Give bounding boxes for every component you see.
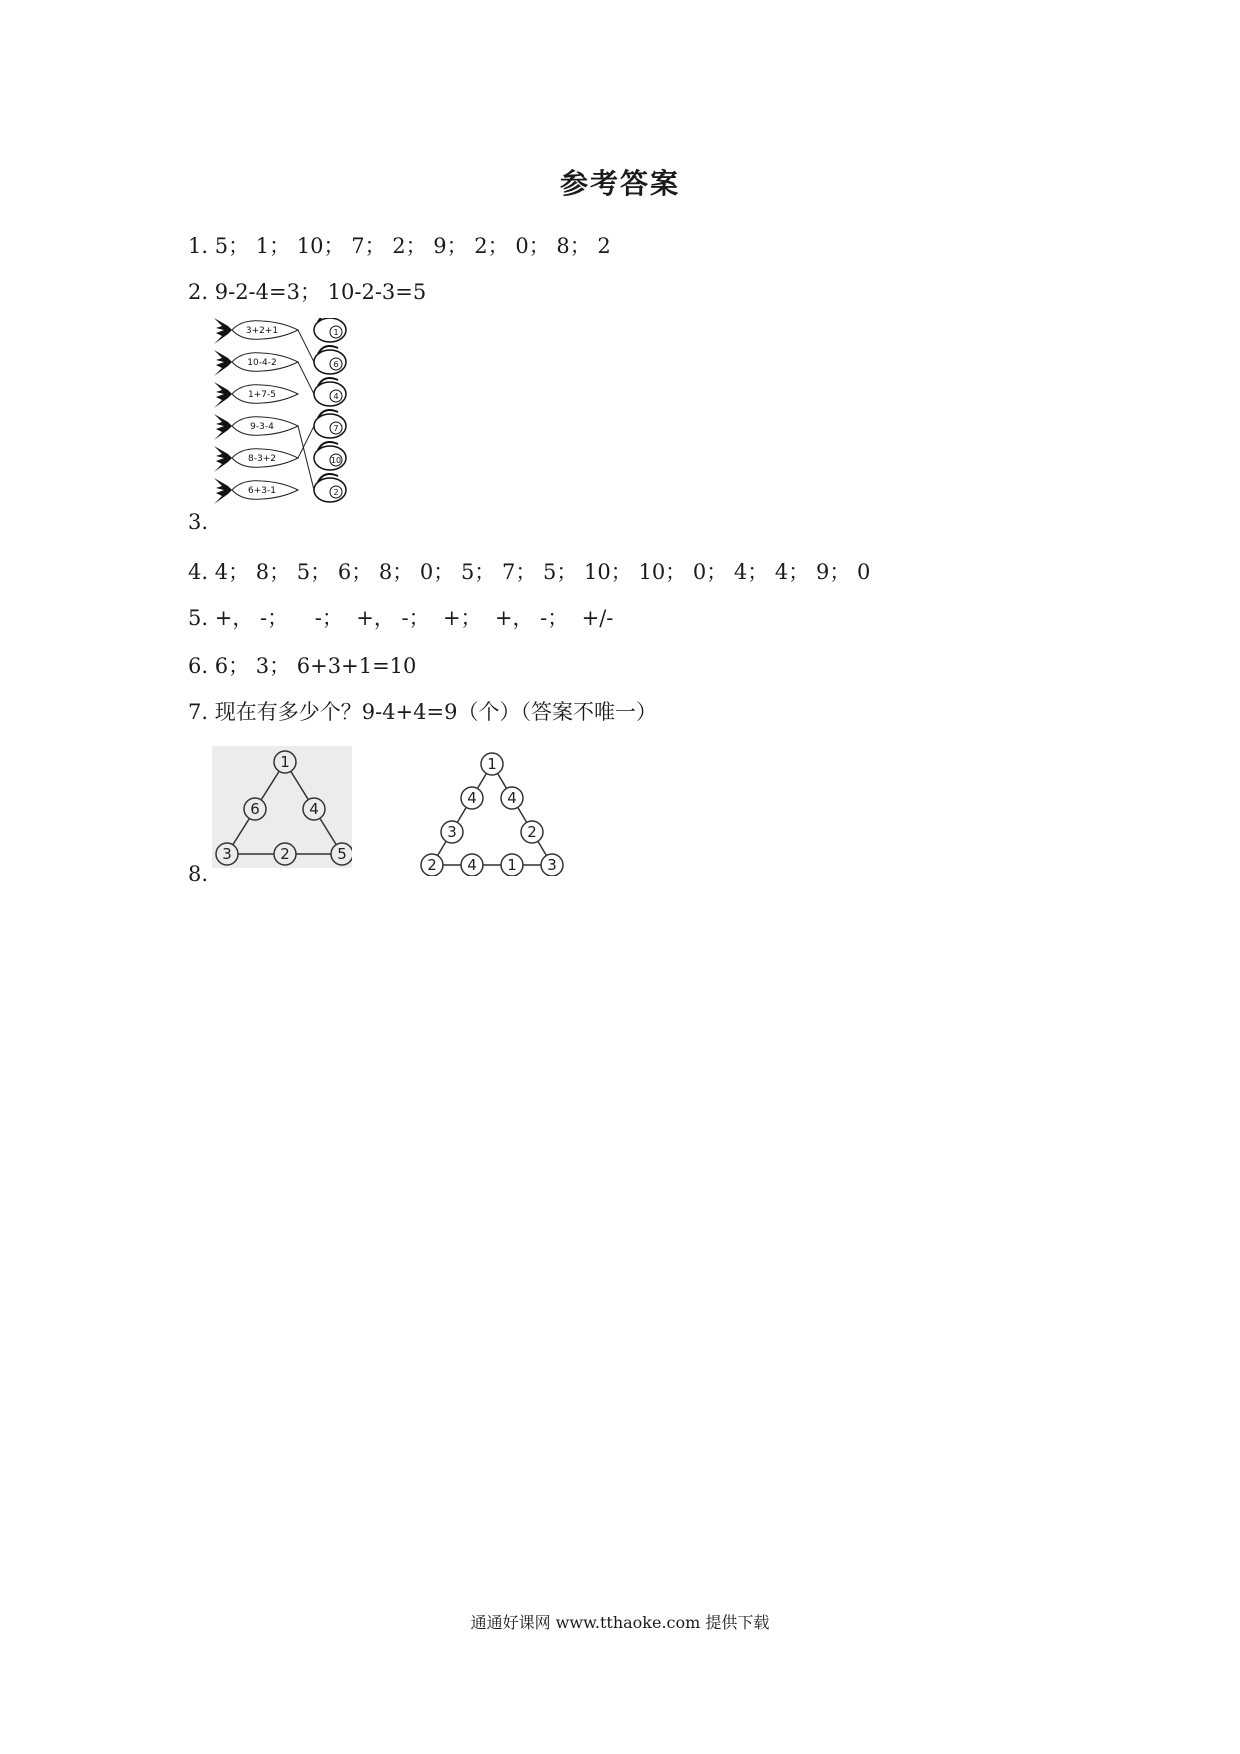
answer-number: 3.	[188, 510, 209, 534]
radish-leaves-icon	[214, 382, 232, 408]
answer-number: 2.	[188, 280, 209, 304]
radish-leaves-icon	[214, 350, 232, 376]
expression-label: 3+2+1	[245, 326, 279, 336]
node-left-2: 3	[447, 823, 457, 841]
match-line	[298, 426, 314, 458]
rabbit-answer	[314, 442, 346, 470]
match-line	[298, 330, 314, 362]
answer-7	[188, 696, 657, 726]
node-top: 1	[487, 755, 497, 773]
expression-label: 1+7-5	[248, 390, 276, 400]
rabbit-answer	[314, 474, 346, 502]
answer-5	[188, 602, 613, 632]
radish-expression	[214, 382, 298, 408]
answer-text: 6； 3； 6+3+1=10	[214, 654, 417, 678]
radish-expression	[214, 478, 298, 504]
answer-number: 6.	[188, 654, 209, 678]
answer-8	[188, 862, 208, 886]
expression-label: 9-3-4	[250, 422, 274, 432]
rabbit-answer	[314, 318, 346, 342]
result-label: 2	[333, 488, 339, 497]
radish-leaves-icon	[214, 414, 232, 440]
matching-figure	[212, 318, 372, 530]
node-right-2: 2	[527, 823, 537, 841]
radish-expression	[214, 446, 298, 472]
radish-leaves-icon	[214, 318, 232, 344]
answer-number: 4.	[188, 560, 209, 584]
result-label: 7	[333, 424, 339, 433]
answer-text: 9-2-4=3； 10-2-3=5	[214, 280, 427, 304]
result-label: 10	[330, 456, 342, 465]
answer-3	[188, 510, 208, 534]
node-bottom-mid: 2	[280, 845, 290, 863]
node-bottom-3: 1	[507, 856, 517, 874]
result-label: 1	[333, 328, 339, 337]
expression-label: 6+3-1	[248, 486, 276, 496]
node-right-mid: 4	[309, 800, 319, 818]
node-bottom-right: 5	[337, 845, 347, 863]
answer-4	[188, 556, 870, 586]
triangle-figure-2	[414, 746, 574, 876]
radish-expression	[214, 350, 298, 376]
expression-label: 10-4-2	[247, 358, 277, 368]
node-bottom-2: 4	[467, 856, 477, 874]
result-label: 4	[333, 392, 339, 401]
rabbit-answer	[314, 378, 346, 406]
rabbit-answer	[314, 410, 346, 438]
rabbit-answer	[314, 346, 346, 374]
answer-text: 4； 8； 5； 6； 8； 0； 5； 7； 5； 10； 10； 0； 4； 4； 9； 0	[214, 560, 871, 584]
answer-number: 5.	[188, 606, 209, 630]
answer-number: 8.	[188, 862, 209, 886]
node-bottom-1: 2	[427, 856, 437, 874]
node-right-1: 4	[507, 789, 517, 807]
node-top: 1	[280, 753, 290, 771]
footer: 通通好课网 www.tthaoke.com 提供下载	[470, 1613, 770, 1632]
answer-6	[188, 650, 416, 680]
answer-1	[188, 230, 611, 260]
match-line	[298, 362, 314, 394]
node-left-mid: 6	[250, 800, 260, 818]
radish-leaves-icon	[214, 478, 232, 504]
expression-label: 8-3+2	[248, 454, 276, 464]
page-title: 参考答案	[559, 167, 680, 200]
radish-expression	[214, 414, 298, 440]
answer-text: 5； 1； 10； 7； 2； 9； 2； 0； 8； 2	[214, 234, 611, 258]
match-line	[298, 426, 314, 490]
radish-leaves-icon	[214, 446, 232, 472]
triangle-figure-1	[212, 746, 352, 868]
radish-expression	[214, 318, 298, 344]
answer-2	[188, 276, 426, 306]
answer-text: 现在有多少个？9-4+4=9（个）（答案不唯一）	[214, 700, 657, 724]
node-left-1: 4	[467, 789, 477, 807]
answer-number: 7.	[188, 700, 209, 724]
node-bottom-left: 3	[222, 845, 232, 863]
result-label: 6	[333, 360, 339, 369]
answer-text: +， -； -； +， -； +； +， -； +/-	[214, 606, 614, 630]
answer-number: 1.	[188, 234, 209, 258]
node-bottom-4: 3	[547, 856, 557, 874]
